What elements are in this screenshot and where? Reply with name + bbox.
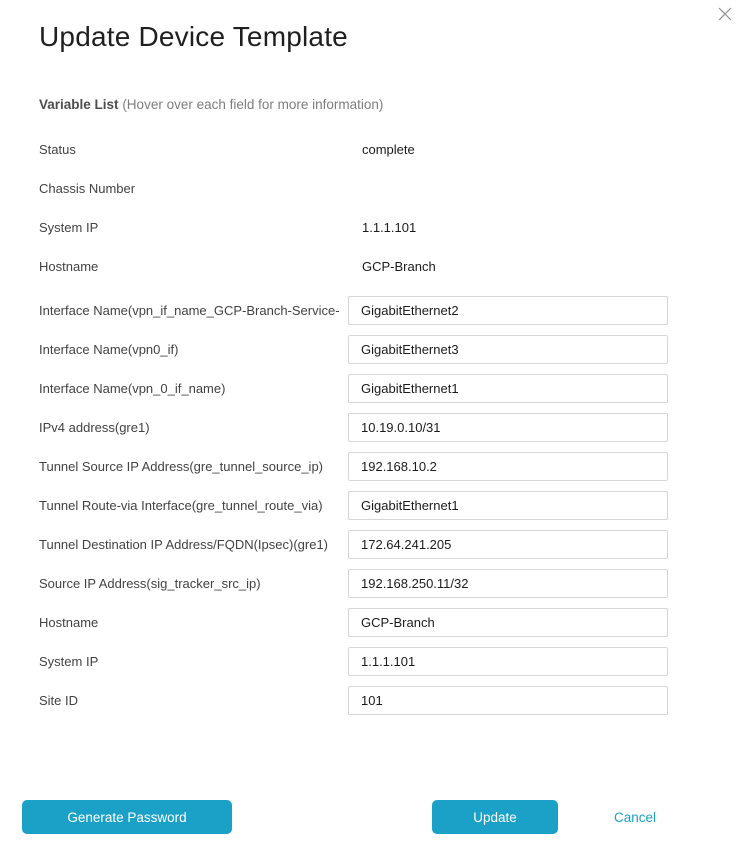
field-input[interactable]	[348, 335, 668, 364]
page-title: Update Device Template	[39, 21, 348, 52]
field-input[interactable]	[348, 374, 668, 403]
field-label: Chassis Number	[39, 180, 136, 196]
editable-field-row	[39, 413, 668, 442]
editable-field-row	[39, 686, 668, 715]
update-button[interactable]: Update	[432, 800, 558, 834]
field-label: Interface Name(vpn0_if)	[39, 342, 179, 357]
field-label: Tunnel Destination IP Address/FQDN(Ipsec)(gre1)	[39, 537, 329, 552]
readonly-field-row	[39, 179, 668, 197]
field-label: Site ID	[39, 693, 79, 708]
field-input[interactable]	[348, 530, 668, 559]
field-label: System IP	[39, 219, 99, 235]
field-value: GCP-Branch	[362, 258, 436, 274]
field-label: Hostname	[39, 258, 99, 274]
editable-field-list	[39, 296, 668, 715]
cancel-button[interactable]: Cancel	[614, 809, 657, 825]
field-value: 1.1.1.101	[362, 219, 417, 235]
field-input[interactable]	[348, 608, 668, 637]
field-input[interactable]	[348, 647, 668, 676]
readonly-field-row	[39, 140, 668, 158]
readonly-field-row	[39, 218, 668, 236]
editable-field-row	[39, 530, 668, 559]
field-input[interactable]	[348, 686, 668, 715]
readonly-field-row	[39, 257, 668, 275]
editable-field-row	[39, 335, 668, 364]
editable-field-row	[39, 452, 668, 481]
field-input[interactable]	[348, 296, 668, 325]
editable-field-row	[39, 608, 668, 637]
variable-list-label: Variable List	[39, 97, 119, 112]
field-value: complete	[362, 141, 415, 157]
readonly-field-list	[39, 140, 668, 275]
field-label: Interface Name(vpn_if_name_GCP-Branch-Service-	[39, 303, 340, 318]
field-input[interactable]	[348, 569, 668, 598]
editable-field-row	[39, 374, 668, 403]
field-label: Status	[39, 141, 76, 157]
editable-field-row	[39, 569, 668, 598]
field-label: Interface Name(vpn_0_if_name)	[39, 381, 226, 396]
editable-field-row	[39, 647, 668, 676]
editable-field-row	[39, 491, 668, 520]
field-label: Hostname	[39, 615, 99, 630]
field-label: Source IP Address(sig_tracker_src_ip)	[39, 576, 261, 591]
modal-header	[0, 0, 752, 54]
generate-password-button[interactable]: Generate Password	[22, 800, 232, 834]
variable-list-heading	[39, 96, 712, 114]
close-icon[interactable]	[716, 5, 734, 23]
field-label: Tunnel Route-via Interface(gre_tunnel_route_via)	[39, 498, 323, 513]
close-x-glyph	[718, 7, 732, 21]
variable-list-hint-text: (Hover over each field for more information)	[122, 97, 384, 112]
field-label: IPv4 address(gre1)	[39, 420, 150, 435]
field-input[interactable]	[348, 452, 668, 481]
field-input[interactable]	[348, 413, 668, 442]
field-label: Tunnel Source IP Address(gre_tunnel_source_ip)	[39, 459, 324, 474]
field-input[interactable]	[348, 491, 668, 520]
editable-field-row	[39, 296, 668, 325]
modal-footer	[0, 800, 752, 834]
field-label: System IP	[39, 654, 99, 669]
